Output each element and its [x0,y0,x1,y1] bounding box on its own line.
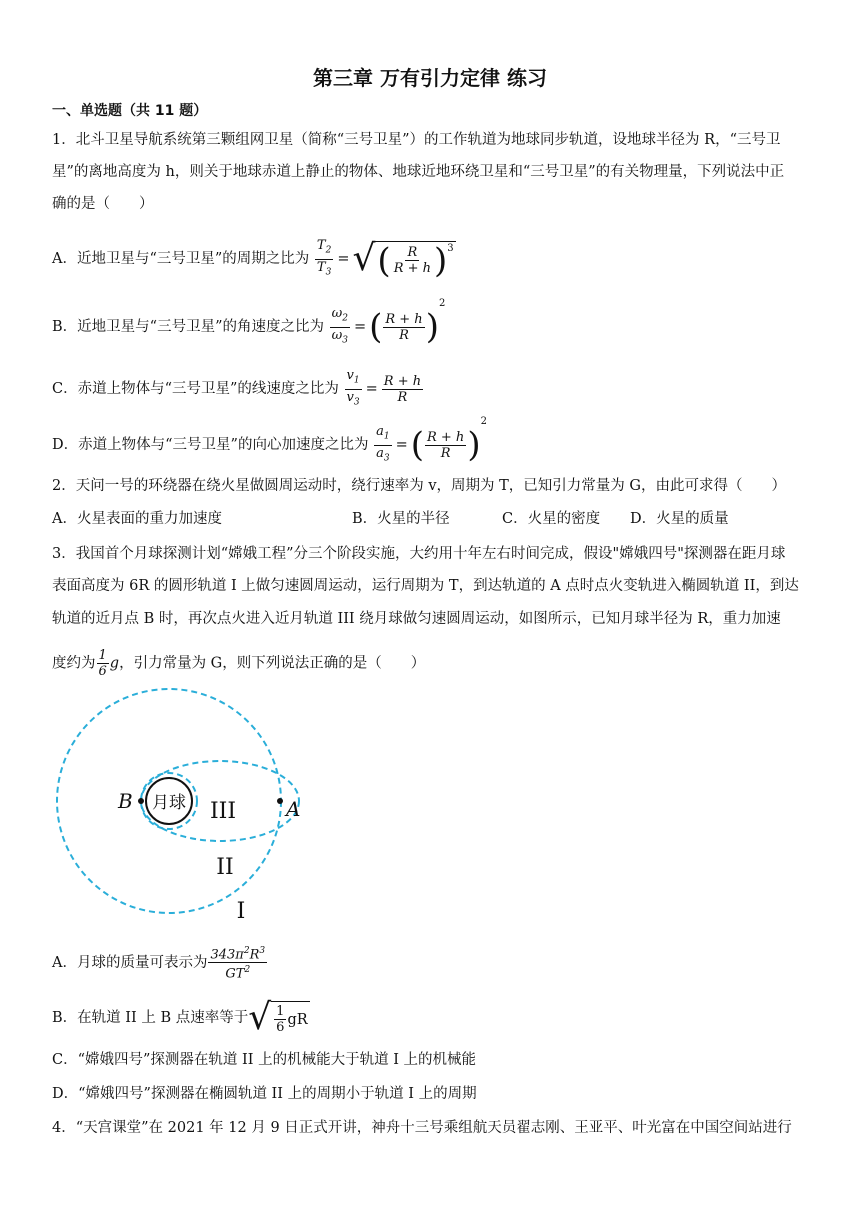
q1-line-1: 1．北斗卫星导航系统第三颗组网卫星（简称“三号卫星”）的工作轨道为地球同步轨道，设地球半径为 R，“三号卫 [52,132,781,148]
orbit-i-label: I [236,899,246,924]
section-heading: 一、单选题（共 11 题） [52,103,208,119]
orbit-iii-label: III [209,799,237,824]
q1-line-3: 确的是（ ） [52,196,154,212]
q2-option-c[interactable]: C．火星的密度 [502,511,601,527]
q3-line-2: 表面高度为 6R 的圆形轨道 I 上做匀速圆周运动，运行周期为 T，到达轨道的 A 点时点火变轨进入椭圆轨道 II，到达 [52,578,799,594]
formula-one-sixth: $\frac{1}{6}$ [98,648,107,679]
point-b-dot [138,798,144,804]
page-title: 第三章 万有引力定律 练习 [313,66,547,90]
formula-sqrt-ratio-cubed: √ ( $\frac{R}{R + h}$ ) 3 [352,238,454,281]
orbit-ii-label: II [216,855,234,880]
formula-a1-over-a3: $\frac{a_1}{a_3}$ [376,424,390,464]
q1-option-b[interactable]: B．近地卫星与“三号卫星”的角速度之比为 $\frac{\omega_2}{\omega_3}$ =( $\frac{R + h}{R}$ )$^2$ [52,298,446,348]
q2-option-d[interactable]: D．火星的质量 [630,511,729,527]
formula-t2-over-t3: $\frac{T_2}{T_3}$ [316,238,332,278]
formula-sqrt-gr-sixth: √ $\frac{1}{6}$ gR [248,997,308,1038]
q3-option-a[interactable] [52,944,268,982]
q1-option-c-text: C．赤道上物体与“三号卫星”的线速度之比为 [52,381,339,398]
q3-line-3: 轨道的近月点 B 时，再次点火进入近月轨道 III 绕月球做匀速圆周运动，如图所示，已知月球半径为 R，重力加速 [52,611,781,627]
q3-option-c[interactable]: C．“嫦娥四号”探测器在轨道 II 上的机械能大于轨道 I 上的机械能 [52,1052,477,1068]
q3-option-d[interactable]: D．“嫦娥四号”探测器在椭圆轨道 II 上的周期小于轨道 I 上的周期 [52,1086,477,1102]
formula-omega2-over-omega3: $\frac{\omega_2}{\omega_3}$ [331,306,348,346]
q2-option-b[interactable]: B．火星的半径 [352,511,450,527]
formula-v1-over-v3: $\frac{v_1}{v_3}$ [346,368,360,408]
q1-option-d[interactable]: D．赤道上物体与“三号卫星”的向心加速度之比为 $\frac{a_1}{a_3}$ =( $\frac{R + h}{R}$ )$^2$ [52,416,487,466]
formula-moon-mass: $\frac{343\pi^2R^3}{GT^2}$ [210,946,266,982]
q3-option-b[interactable] [52,997,310,1038]
q2-line-1: 2．天问一号的环绕器在绕火星做圆周运动时，绕行速率为 v，周期为 T，已知引力常量为 G，由此可求得（ ） [52,478,786,494]
q4-line-1: 4．“天宫课堂”在 2021 年 12 月 9 日正式开讲，神舟十三号乘组航天员翟志刚、王亚平、叶光富在中国空间站进行 [52,1120,792,1136]
q1-option-b-text: B．近地卫星与“三号卫星”的角速度之比为 [52,319,324,336]
q1-option-d-text: D．赤道上物体与“三号卫星”的向心加速度之比为 [52,437,369,454]
q1-option-a-text: A．近地卫星与“三号卫星”的周期之比为 [52,251,310,268]
q1-option-c[interactable]: C．赤道上物体与“三号卫星”的线速度之比为 $\frac{v_1}{v_3}$ = $\frac{R + h}{R}$ [52,368,424,410]
q1-line-2: 星”的离地高度为 h，则关于地球赤道上静止的物体、地球近地环绕卫星和“三号卫星”的有关物理量，下列说法中正 [52,164,785,180]
point-a-dot [277,798,283,804]
q3-line-4: 度约为 $\frac{1}{6}$ g，引力常量为 G，则下列说法正确的是（ ） [52,648,426,679]
q1-option-a[interactable]: A．近地卫星与“三号卫星”的周期之比为 $\frac{T_2}{T_3}$ = √ ( $\frac{R}{R + h}$ ) 3 [52,238,454,281]
q3-line-1: 3．我国首个月球探测计划“嫦娥工程”分三个阶段实施，大约用十年左右时间完成，假设"嫦娥四号"探测器在距月球 [52,546,786,562]
q2-option-a[interactable]: A．火星表面的重力加速度 [52,511,222,527]
q3-option-b-text: B．在轨道 II 上 B 点速率等于 [52,1010,249,1026]
moon-label: 月球 [152,793,186,813]
orbit-diagram [40,686,320,926]
point-b-label: B [118,789,133,813]
q3-option-a-text: A．月球的质量可表示为 [52,954,208,971]
point-a-label: A [286,797,301,821]
